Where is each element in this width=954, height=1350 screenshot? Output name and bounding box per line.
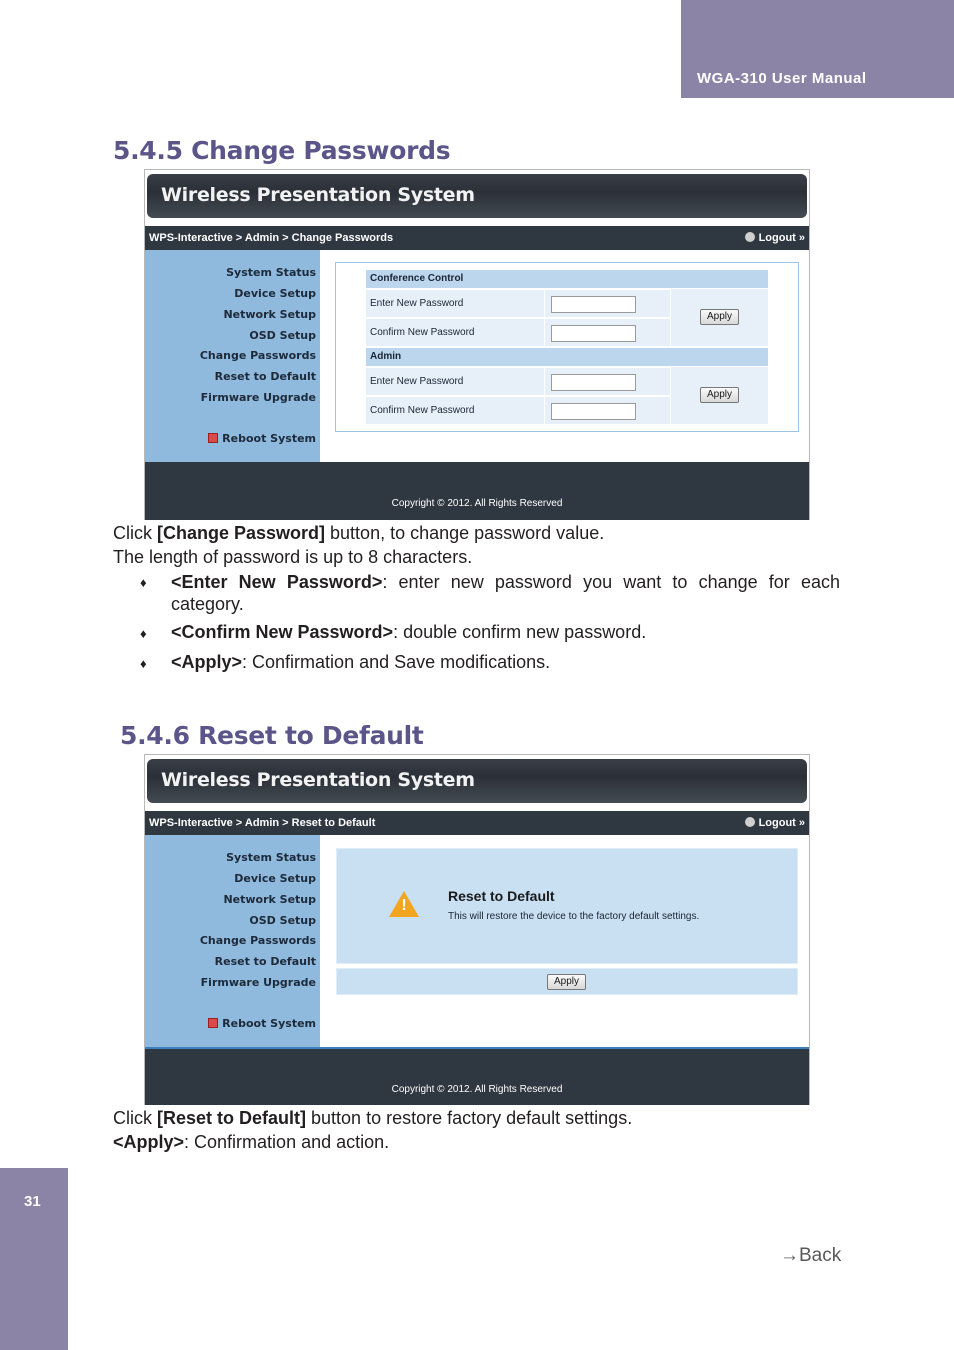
text-bold: <Apply> [113,1132,185,1152]
reset-panel-title: Reset to Default [448,888,555,904]
sidebar-item-network-setup[interactable]: Network Setup [223,893,316,906]
sidebar-item-change-passwords[interactable]: Change Passwords [199,349,316,362]
power-icon [208,433,218,443]
group-heading-conference [366,270,768,288]
field-label: Confirm New Password [370,327,475,338]
text-run: : Confirmation and action. [184,1132,390,1152]
section-title-reset-default: 5.4.6 Reset to Default [120,721,424,750]
conference-apply-button[interactable]: Apply [700,309,739,325]
page-number-tab [0,1168,68,1350]
app-footer [145,462,809,520]
paragraph [113,523,604,544]
breadcrumb: WPS-Interactive > Admin > Change Passwords [149,232,394,244]
bullet-icon: ♦ [140,626,147,641]
bullet-text [171,652,550,673]
text-run: Click [113,523,157,543]
logout-label: Logout » [758,817,805,829]
logout-link[interactable] [745,232,805,244]
sidebar-menu [145,835,320,1047]
conference-new-password-input[interactable] [551,296,636,313]
field-label: Enter New Password [370,376,464,387]
text-bold: <Enter New Password> [171,572,383,592]
text-bold: <Confirm New Password> [171,622,394,642]
logout-label: Logout » [758,232,805,244]
field-label: Confirm New Password [370,405,475,416]
reset-panel [336,848,798,964]
text-run: button, to change password value. [325,523,605,543]
section-title-change-passwords: 5.4.5 Change Passwords [113,136,451,165]
admin-new-password-input[interactable] [551,374,636,391]
app-footer [145,1047,809,1105]
back-link[interactable]: →Back [780,1245,842,1266]
power-icon [208,1018,218,1028]
logout-link[interactable] [745,817,805,829]
text-run: Click [113,1108,157,1128]
group-heading-label: Admin [370,351,402,362]
manual-title: WGA-310 User Manual [697,70,867,87]
sidebar-item-firmware-upgrade[interactable]: Firmware Upgrade [200,976,316,989]
cell-divider [544,397,545,424]
apply-bar [336,968,798,995]
bullet-text [171,571,840,615]
sidebar-item-system-status[interactable]: System Status [226,851,316,864]
sidebar-item-system-status[interactable]: System Status [226,266,316,279]
text-bold: [Change Password] [157,523,326,543]
sidebar-item-reset-default[interactable]: Reset to Default [214,955,316,968]
page-number: 31 [24,1193,41,1210]
apply-cell [670,289,768,346]
admin-apply-button[interactable]: Apply [700,387,739,403]
reboot-label: Reboot System [222,1017,316,1030]
sidebar-item-reset-default[interactable]: Reset to Default [214,370,316,383]
reset-default-screenshot [144,754,810,1105]
sidebar-item-reboot[interactable] [208,432,316,445]
bullet-icon: ♦ [140,656,147,671]
text-bold: [Reset to Default] [157,1108,307,1128]
paragraph: The length of password is up to 8 characters. [113,547,473,567]
group-heading-label: Conference Control [370,273,464,284]
conference-confirm-password-input[interactable] [551,325,636,342]
sidebar-item-network-setup[interactable]: Network Setup [223,308,316,321]
cell-divider [544,290,545,317]
bullet-icon: ♦ [140,575,147,590]
logout-icon [745,817,755,827]
paragraph [113,1108,632,1129]
breadcrumb-bar [145,811,809,835]
reset-panel-description: This will restore the device to the factory default settings. [448,911,700,922]
logout-icon [745,232,755,242]
breadcrumb-bar [145,226,809,250]
reset-apply-button[interactable]: Apply [547,974,586,990]
sidebar-item-osd-setup[interactable]: OSD Setup [249,914,316,927]
reboot-label: Reboot System [222,432,316,445]
warning-mark: ! [401,897,407,914]
apply-cell [670,367,768,424]
copyright: Copyright © 2012. All Rights Reserved [391,498,563,509]
sidebar-item-device-setup[interactable]: Device Setup [234,287,316,300]
sidebar-item-reboot[interactable] [208,1017,316,1030]
cell-divider [544,319,545,346]
text-run: : Confirmation and Save modifications. [242,652,551,672]
text-run: button to restore factory default settings. [306,1108,633,1128]
copyright: Copyright © 2012. All Rights Reserved [391,1084,563,1095]
app-banner-title: Wireless Presentation System [161,769,475,791]
text-run: : double confirm new password. [393,622,647,642]
app-banner [145,755,809,811]
password-form [335,262,799,432]
change-passwords-screenshot [144,169,810,520]
field-label: Enter New Password [370,298,464,309]
app-banner-title: Wireless Presentation System [161,184,475,206]
paragraph [113,1132,389,1153]
text-bold: <Apply> [171,652,243,672]
sidebar-menu [145,250,320,462]
manual-header-tab [681,0,954,98]
cell-divider [544,368,545,395]
sidebar-item-osd-setup[interactable]: OSD Setup [249,329,316,342]
text-run: : enter new password you want to change for each category. [171,572,840,614]
sidebar-item-firmware-upgrade[interactable]: Firmware Upgrade [200,391,316,404]
app-banner [145,170,809,226]
sidebar-item-device-setup[interactable]: Device Setup [234,872,316,885]
bullet-text [171,622,646,643]
breadcrumb: WPS-Interactive > Admin > Reset to Default [149,817,376,829]
sidebar-item-change-passwords[interactable]: Change Passwords [199,934,316,947]
group-heading-admin [366,348,768,366]
admin-confirm-password-input[interactable] [551,403,636,420]
